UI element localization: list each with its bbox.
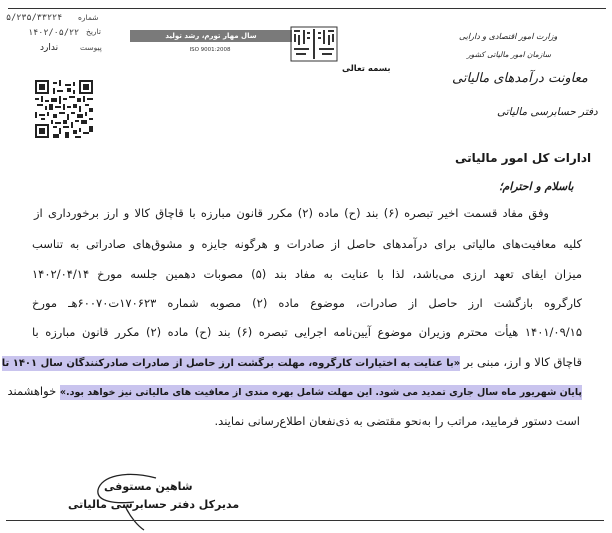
office-name: دفتر حسابرسی مالیاتی bbox=[497, 106, 598, 118]
top-border bbox=[8, 8, 606, 9]
signatory-name: شاهین مستوفی bbox=[104, 480, 193, 493]
deputy-name: معاونت درآمدهای مالیاتی bbox=[452, 71, 588, 86]
attachment-value: ندارد bbox=[40, 43, 59, 53]
highlighted-decision-part-2: پایان شهریور ماه سال جاری تمدید می شود. این مهلت شامل بهره مندی از معافیت های مالیاتی نیز خواهد بود.» bbox=[59, 387, 582, 398]
addressee: ادارات کل امور مالیاتی bbox=[455, 151, 592, 165]
ministry-name: وزارت امور اقتصادی و دارایی bbox=[459, 32, 558, 41]
body-line-1: وفق مفاد قسمت اخیر تبصره (۶) بند (ح) ماده (۲) مکرر قانون مبارزه با قاچاق کالا و ارز برخورداری از bbox=[34, 206, 549, 220]
year-slogan-banner: سال مهار تورم، رشد تولید bbox=[130, 30, 292, 42]
body-line-6-lead: قاچاق کالا و ارز، مبنی بر bbox=[463, 355, 582, 369]
body-line-5: ۱۴۰۱/۰۹/۱۵ هیأت محترم وزیران موضوع آیین‌نامه اجرایی تبصره (۶) بند (ح) ماده (۲) مکرر قانون مبارزه با bbox=[32, 325, 583, 339]
organization-name: سازمان امور مالیاتی کشور bbox=[467, 50, 551, 59]
ministry-emblem-icon bbox=[290, 26, 338, 62]
reference-label: شماره bbox=[78, 13, 99, 22]
body-line-7 bbox=[7, 384, 582, 398]
body-line-3: میزان ایفای تعهد ارزی می‌باشد، لذا با عنایت به مفاد بند (۵) مصوبات دهمین جلسه مورخ ۱۴۰۲/۰۴/۱۴ bbox=[32, 267, 582, 281]
closing-line: است دستور فرمایید، مراتب را به‌نحو مقتضی به ذی‌نفعان اطلاع‌رسانی نمایند. bbox=[214, 414, 580, 428]
bottom-border bbox=[6, 520, 604, 521]
highlighted-decision-part-1: «با عنایت به اختیارات کارگروه، مهلت برگشت ارز حاصل از صادرات صادرکنندگان سال ۱۴۰۱ تا bbox=[1, 358, 461, 369]
date-label: تاریخ bbox=[86, 27, 101, 36]
signatory-title: مدیرکل دفتر حسابرسی مالیاتی bbox=[68, 498, 240, 511]
greeting: باسلام و احترام؛ bbox=[499, 180, 574, 193]
qr-code-icon bbox=[35, 80, 93, 138]
body-line-2: کلیه معافیت‌های مالیاتی برای درآمدهای حاصل از صادرات و هرگونه جایزه و مشوق‌های صادراتی به تناسب bbox=[32, 237, 582, 251]
body-line-4: کارگروه بازگشت ارز حاصل از صادرات، موضوع ماده (۲) مصوبه شماره ۱۷۰۶۲۳ت۶۰۰۷۰هـ مورخ bbox=[32, 296, 582, 310]
letter-date: ۱۴۰۲/۰۵/۲۲ bbox=[28, 28, 80, 38]
body-line-7-tail: خواهشمند bbox=[7, 384, 57, 398]
attachment-label: پیوست bbox=[80, 43, 102, 52]
basmala: بسمه تعالی bbox=[342, 64, 391, 74]
reference-number: ۵/۲۳۵/۳۳۲۲۴ bbox=[6, 13, 63, 23]
iso-certification: ISO 9001:2008 bbox=[189, 47, 231, 53]
body-line-6 bbox=[1, 355, 582, 369]
